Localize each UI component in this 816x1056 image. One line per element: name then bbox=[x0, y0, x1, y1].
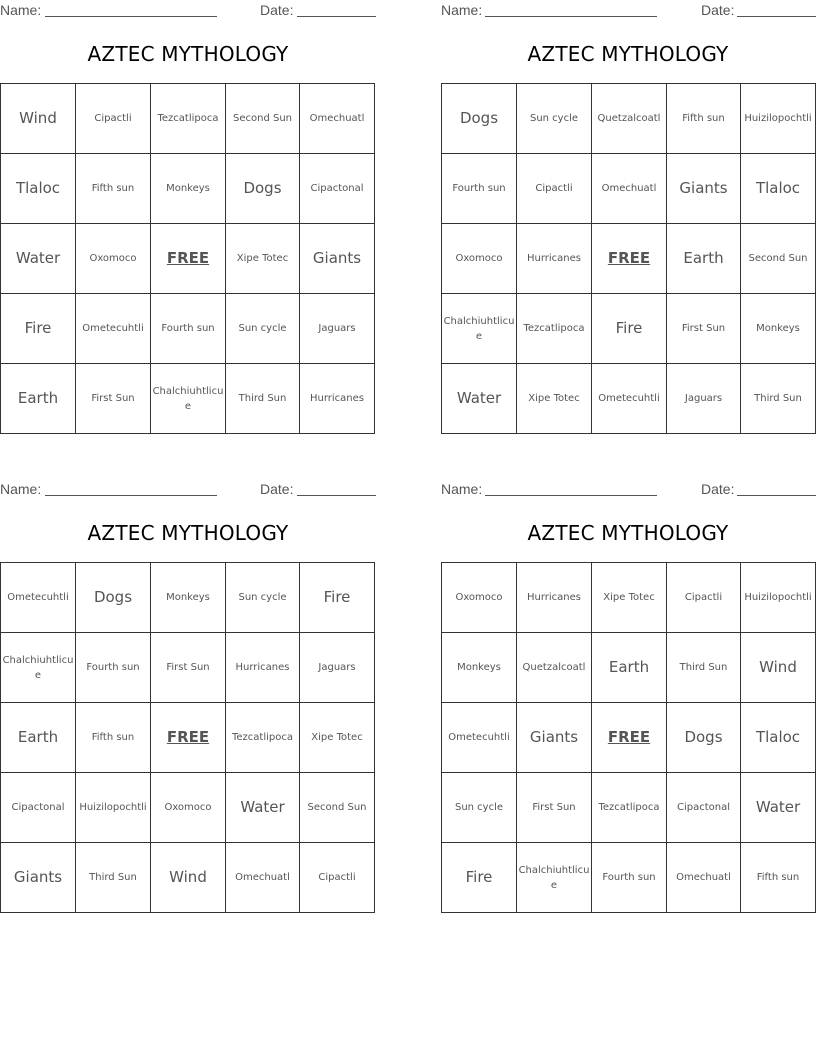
name-line bbox=[45, 16, 217, 17]
bingo-cell: Tlaloc bbox=[741, 154, 816, 224]
bingo-cell: First Sun bbox=[76, 364, 151, 434]
bingo-cell: Earth bbox=[592, 633, 667, 703]
bingo-cell: Oxomoco bbox=[151, 773, 226, 843]
bingo-cell: Oxomoco bbox=[442, 224, 517, 294]
bingo-cell: Sun cycle bbox=[442, 773, 517, 843]
bingo-cell: Cipactli bbox=[300, 843, 375, 913]
card-title: AZTEC MYTHOLOGY bbox=[87, 521, 289, 545]
bingo-cell: Fourth sun bbox=[442, 154, 517, 224]
bingo-cell: Fire bbox=[300, 563, 375, 633]
bingo-cell: Hurricanes bbox=[517, 563, 592, 633]
bingo-cell: Tezcatlipoca bbox=[517, 294, 592, 364]
date-line bbox=[737, 16, 816, 17]
bingo-cell: Hurricanes bbox=[300, 364, 375, 434]
bingo-cell: Monkeys bbox=[151, 563, 226, 633]
name-label: Name: bbox=[0, 2, 42, 18]
bingo-cell: Tezcatlipoca bbox=[151, 84, 226, 154]
name-label: Name: bbox=[0, 481, 42, 497]
bingo-cell: Huizilopochtli bbox=[741, 563, 816, 633]
card-title: AZTEC MYTHOLOGY bbox=[87, 42, 289, 66]
bingo-cell: Huizilopochtli bbox=[76, 773, 151, 843]
bingo-cell: Jaguars bbox=[300, 633, 375, 703]
bingo-cell: Wind bbox=[151, 843, 226, 913]
bingo-cell: Ometecuhtli bbox=[592, 364, 667, 434]
bingo-cell: Dogs bbox=[76, 563, 151, 633]
bingo-cell: Chalchiuhtlicue bbox=[442, 294, 517, 364]
bingo-cell: Omechuatl bbox=[300, 84, 375, 154]
name-label: Name: bbox=[441, 2, 483, 18]
bingo-cell: Second Sun bbox=[300, 773, 375, 843]
date-line bbox=[297, 495, 376, 496]
name-label: Name: bbox=[441, 481, 483, 497]
bingo-cell: Sun cycle bbox=[517, 84, 592, 154]
date-label: Date: bbox=[260, 2, 294, 18]
bingo-cell: Omechuatl bbox=[667, 843, 741, 913]
name-date-row bbox=[440, 479, 816, 499]
bingo-cell: Fire bbox=[592, 294, 667, 364]
bingo-cell: Chalchiuhtlicue bbox=[517, 843, 592, 913]
bingo-cell: Third Sun bbox=[76, 843, 151, 913]
date-label: Date: bbox=[701, 2, 735, 18]
bingo-cell: Oxomoco bbox=[76, 224, 151, 294]
bingo-cell: Monkeys bbox=[741, 294, 816, 364]
bingo-cell: Tlaloc bbox=[1, 154, 76, 224]
bingo-cell: First Sun bbox=[517, 773, 592, 843]
bingo-cell: Hurricanes bbox=[517, 224, 592, 294]
bingo-cell: Dogs bbox=[226, 154, 300, 224]
bingo-cell: Wind bbox=[1, 84, 76, 154]
bingo-cell: Fifth sun bbox=[76, 154, 151, 224]
bingo-cell: Xipe Totec bbox=[592, 563, 667, 633]
bingo-cell: Fire bbox=[442, 843, 517, 913]
bingo-cell: Giants bbox=[300, 224, 375, 294]
bingo-cell: Sun cycle bbox=[226, 563, 300, 633]
free-space-cell: FREE bbox=[592, 224, 667, 294]
bingo-cell: Xipe Totec bbox=[300, 703, 375, 773]
bingo-cell: Hurricanes bbox=[226, 633, 300, 703]
bingo-cell: Fifth sun bbox=[741, 843, 816, 913]
card-title: AZTEC MYTHOLOGY bbox=[527, 42, 729, 66]
bingo-cell: Cipactli bbox=[517, 154, 592, 224]
bingo-cell: Dogs bbox=[667, 703, 741, 773]
free-space-cell: FREE bbox=[592, 703, 667, 773]
name-date-row bbox=[440, 0, 816, 20]
bingo-cell: Earth bbox=[667, 224, 741, 294]
bingo-cell: Water bbox=[226, 773, 300, 843]
bingo-cell: Oxomoco bbox=[442, 563, 517, 633]
bingo-cell: Cipactonal bbox=[300, 154, 375, 224]
bingo-cell: Omechuatl bbox=[226, 843, 300, 913]
bingo-grid bbox=[0, 83, 375, 434]
bingo-cell: Huizilopochtli bbox=[741, 84, 816, 154]
name-line bbox=[45, 495, 217, 496]
date-label: Date: bbox=[260, 481, 294, 497]
date-line bbox=[737, 495, 816, 496]
bingo-cell: Sun cycle bbox=[226, 294, 300, 364]
bingo-cell: Xipe Totec bbox=[517, 364, 592, 434]
bingo-grid bbox=[0, 562, 375, 913]
bingo-cell: Fifth sun bbox=[667, 84, 741, 154]
bingo-cell: Giants bbox=[667, 154, 741, 224]
card-title: AZTEC MYTHOLOGY bbox=[527, 521, 729, 545]
bingo-cell: Third Sun bbox=[741, 364, 816, 434]
bingo-cell: Dogs bbox=[442, 84, 517, 154]
bingo-cell: Fourth sun bbox=[592, 843, 667, 913]
bingo-cell: Monkeys bbox=[151, 154, 226, 224]
free-space-cell: FREE bbox=[151, 224, 226, 294]
bingo-cell: Giants bbox=[517, 703, 592, 773]
bingo-cell: Ometecuhtli bbox=[442, 703, 517, 773]
free-space-cell: FREE bbox=[151, 703, 226, 773]
bingo-cell: Ometecuhtli bbox=[1, 563, 76, 633]
bingo-cell: Cipactli bbox=[667, 563, 741, 633]
bingo-cell: Chalchiuhtlicue bbox=[1, 633, 76, 703]
bingo-cell: Tezcatlipoca bbox=[226, 703, 300, 773]
bingo-cell: Earth bbox=[1, 703, 76, 773]
bingo-cell: Jaguars bbox=[667, 364, 741, 434]
name-date-row bbox=[0, 479, 376, 499]
bingo-cell: Earth bbox=[1, 364, 76, 434]
bingo-cell: Omechuatl bbox=[592, 154, 667, 224]
bingo-cell: Quetzalcoatl bbox=[592, 84, 667, 154]
bingo-grid bbox=[441, 83, 816, 434]
bingo-cell: Ometecuhtli bbox=[76, 294, 151, 364]
bingo-cell: Wind bbox=[741, 633, 816, 703]
name-line bbox=[485, 495, 657, 496]
bingo-cell: Water bbox=[442, 364, 517, 434]
bingo-cell: Fourth sun bbox=[76, 633, 151, 703]
bingo-cell: First Sun bbox=[151, 633, 226, 703]
bingo-cell: Monkeys bbox=[442, 633, 517, 703]
bingo-cell: Chalchiuhtlicue bbox=[151, 364, 226, 434]
bingo-cell: Tezcatlipoca bbox=[592, 773, 667, 843]
name-line bbox=[485, 16, 657, 17]
name-date-row bbox=[0, 0, 376, 20]
bingo-cell: Cipactonal bbox=[667, 773, 741, 843]
bingo-cell: Cipactli bbox=[76, 84, 151, 154]
bingo-cell: Jaguars bbox=[300, 294, 375, 364]
bingo-cell: Tlaloc bbox=[741, 703, 816, 773]
bingo-cell: First Sun bbox=[667, 294, 741, 364]
bingo-cell: Water bbox=[741, 773, 816, 843]
bingo-cell: Second Sun bbox=[226, 84, 300, 154]
bingo-cell: Cipactonal bbox=[1, 773, 76, 843]
bingo-cell: Giants bbox=[1, 843, 76, 913]
date-label: Date: bbox=[701, 481, 735, 497]
bingo-cell: Xipe Totec bbox=[226, 224, 300, 294]
bingo-cell: Third Sun bbox=[667, 633, 741, 703]
date-line bbox=[297, 16, 376, 17]
bingo-cell: Water bbox=[1, 224, 76, 294]
bingo-cell: Second Sun bbox=[741, 224, 816, 294]
bingo-cell: Third Sun bbox=[226, 364, 300, 434]
bingo-cell: Fire bbox=[1, 294, 76, 364]
bingo-cell: Fifth sun bbox=[76, 703, 151, 773]
bingo-cell: Fourth sun bbox=[151, 294, 226, 364]
bingo-cell: Quetzalcoatl bbox=[517, 633, 592, 703]
bingo-grid bbox=[441, 562, 816, 913]
